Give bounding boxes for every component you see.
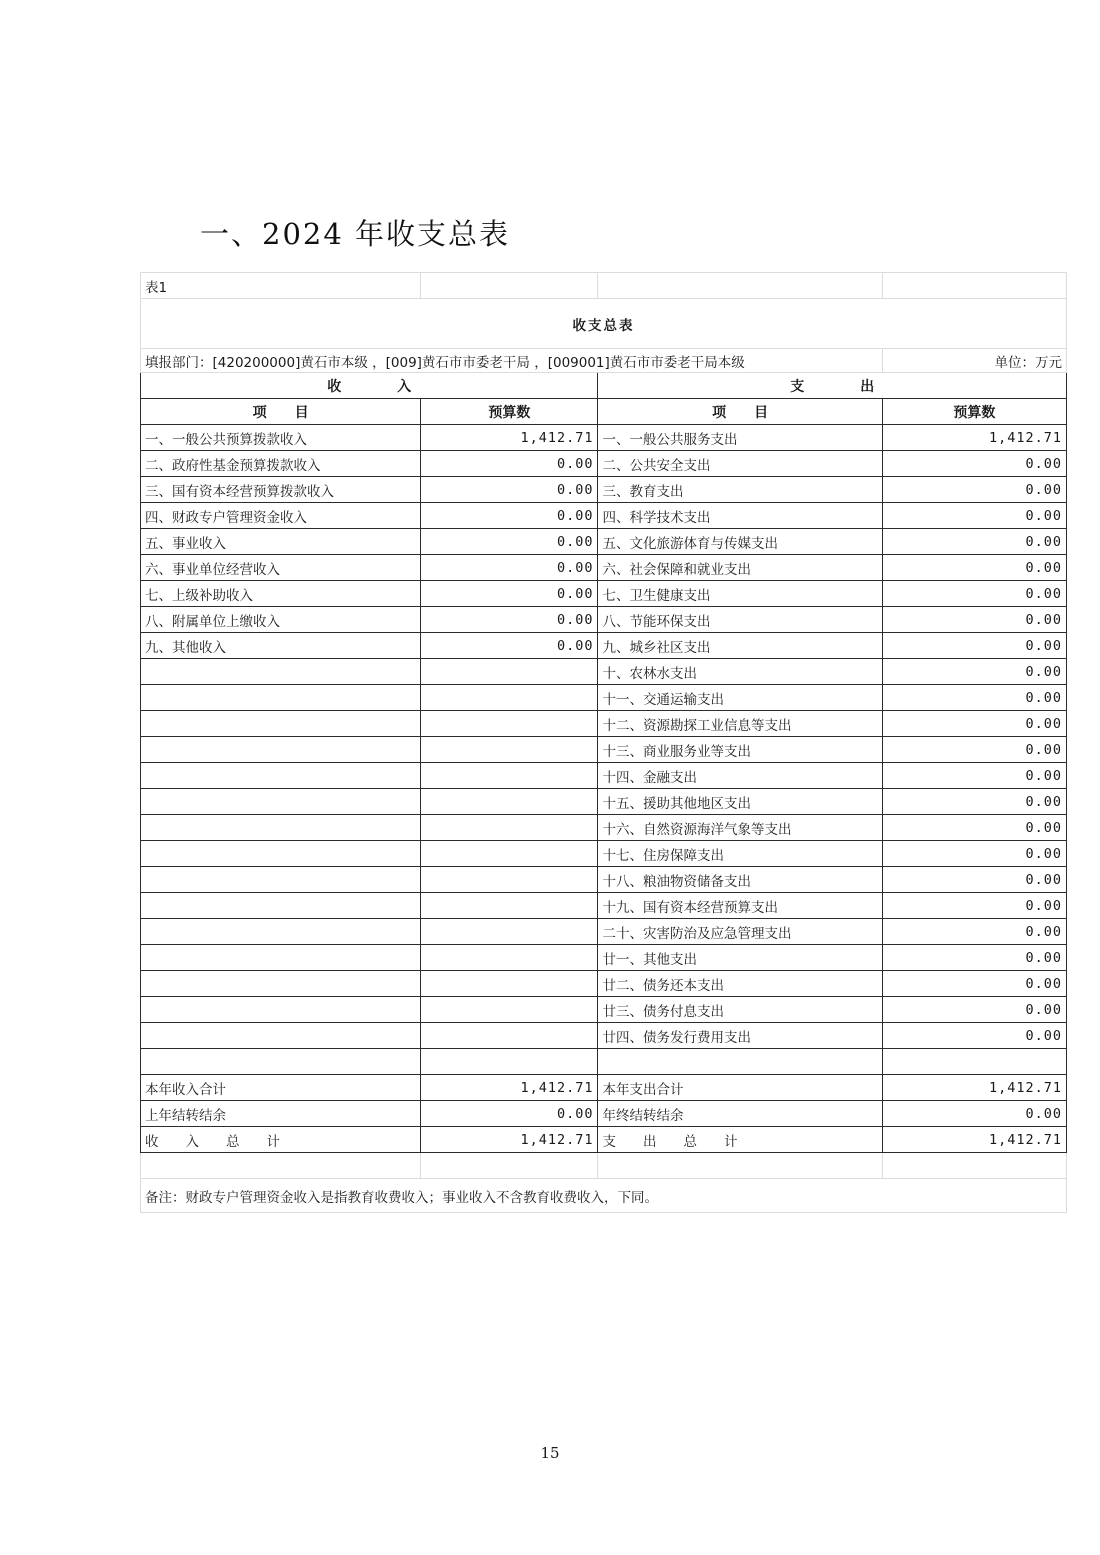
table-row [141, 893, 1067, 919]
income-item-header: 项 目 [141, 399, 421, 425]
expense-header: 支 出 [598, 373, 1067, 399]
income-item [141, 763, 421, 789]
expense-value: 0.00 [882, 815, 1066, 841]
table-row [141, 503, 1067, 529]
expense-item: 四、科学技术支出 [598, 503, 882, 529]
empty-cell [421, 1153, 598, 1179]
expense-item: 廿四、债务发行费用支出 [598, 1023, 882, 1049]
income-item [141, 945, 421, 971]
expense-value: 0.00 [882, 685, 1066, 711]
expense-item: 廿二、债务还本支出 [598, 971, 882, 997]
table-row [141, 763, 1067, 789]
income-value [421, 711, 598, 737]
expense-item: 二、公共安全支出 [598, 451, 882, 477]
expense-item: 三、教育支出 [598, 477, 882, 503]
income-item: 七、上级补助收入 [141, 581, 421, 607]
expense-item: 十、农林水支出 [598, 659, 882, 685]
table-title-row [141, 299, 1067, 349]
income-value [421, 841, 598, 867]
income-value [421, 1023, 598, 1049]
blank-cell [141, 1049, 421, 1075]
income-value [421, 919, 598, 945]
table-row [141, 737, 1067, 763]
table-row [141, 581, 1067, 607]
table-row [141, 425, 1067, 451]
expense-total-label: 支 出 总 计 [598, 1127, 882, 1153]
income-value: 1,412.71 [421, 425, 598, 451]
income-value [421, 945, 598, 971]
expense-item: 十三、商业服务业等支出 [598, 737, 882, 763]
income-value: 0.00 [421, 503, 598, 529]
expense-value: 0.00 [882, 997, 1066, 1023]
expense-value: 0.00 [882, 737, 1066, 763]
expense-value: 0.00 [882, 503, 1066, 529]
column-header-row [141, 399, 1067, 425]
expense-value: 0.00 [882, 1023, 1066, 1049]
income-value [421, 997, 598, 1023]
income-value: 0.00 [421, 555, 598, 581]
table-row [141, 451, 1067, 477]
income-item: 六、事业单位经营收入 [141, 555, 421, 581]
note-text: 备注：财政专户管理资金收入是指教育收费收入；事业收入不含教育收费收入，下同。 [141, 1179, 1067, 1213]
income-total-value: 1,412.71 [421, 1075, 598, 1101]
table-row [141, 867, 1067, 893]
expense-item: 廿一、其他支出 [598, 945, 882, 971]
expense-value: 0.00 [882, 633, 1066, 659]
total-row [141, 1127, 1067, 1153]
income-value [421, 893, 598, 919]
table-row [141, 971, 1067, 997]
income-item [141, 685, 421, 711]
income-value [421, 789, 598, 815]
income-item [141, 789, 421, 815]
expense-total-label: 本年支出合计 [598, 1075, 882, 1101]
income-item [141, 711, 421, 737]
expense-value: 0.00 [882, 581, 1066, 607]
expense-value: 0.00 [882, 919, 1066, 945]
expense-value: 0.00 [882, 763, 1066, 789]
empty-cell [882, 1153, 1066, 1179]
expense-item: 十一、交通运输支出 [598, 685, 882, 711]
table-row [141, 555, 1067, 581]
income-item [141, 841, 421, 867]
table-row [141, 815, 1067, 841]
income-item [141, 815, 421, 841]
expense-item: 十五、援助其他地区支出 [598, 789, 882, 815]
income-value [421, 867, 598, 893]
table-title: 收支总表 [141, 299, 1067, 349]
document-heading: 一、2024 年收支总表 [200, 217, 511, 251]
table-number-row [141, 273, 1067, 299]
income-item [141, 893, 421, 919]
income-total-value: 1,412.71 [421, 1127, 598, 1153]
expense-value: 0.00 [882, 451, 1066, 477]
expense-item: 八、节能环保支出 [598, 607, 882, 633]
income-item: 九、其他收入 [141, 633, 421, 659]
income-item: 四、财政专户管理资金收入 [141, 503, 421, 529]
income-value [421, 659, 598, 685]
expense-value: 0.00 [882, 477, 1066, 503]
page-number: 15 [540, 1444, 560, 1462]
income-value [421, 685, 598, 711]
table-row [141, 711, 1067, 737]
expense-item: 廿三、债务付息支出 [598, 997, 882, 1023]
income-item: 二、政府性基金预算拨款收入 [141, 451, 421, 477]
income-total-label: 收 入 总 计 [141, 1127, 421, 1153]
income-value [421, 737, 598, 763]
expense-value: 0.00 [882, 555, 1066, 581]
table-row [141, 997, 1067, 1023]
income-item [141, 867, 421, 893]
expense-item: 五、文化旅游体育与传媒支出 [598, 529, 882, 555]
table-row [141, 919, 1067, 945]
expense-value: 0.00 [882, 607, 1066, 633]
expense-item: 十二、资源勘探工业信息等支出 [598, 711, 882, 737]
income-item: 八、附属单位上缴收入 [141, 607, 421, 633]
table-row [141, 789, 1067, 815]
dept-info-row [141, 349, 1067, 373]
income-value [421, 971, 598, 997]
expense-value: 0.00 [882, 867, 1066, 893]
income-item: 五、事业收入 [141, 529, 421, 555]
income-header: 收 入 [141, 373, 598, 399]
note-row [141, 1179, 1067, 1213]
expense-value: 0.00 [882, 971, 1066, 997]
blank-cell [421, 1049, 598, 1075]
table-row [141, 477, 1067, 503]
income-value: 0.00 [421, 633, 598, 659]
expense-total-value: 1,412.71 [882, 1075, 1066, 1101]
summary-table [140, 272, 1067, 1213]
income-item [141, 919, 421, 945]
table-row [141, 659, 1067, 685]
expense-item: 十六、自然资源海洋气象等支出 [598, 815, 882, 841]
income-value: 0.00 [421, 477, 598, 503]
income-value: 0.00 [421, 607, 598, 633]
total-row [141, 1075, 1067, 1101]
expense-value: 0.00 [882, 841, 1066, 867]
table-number: 表1 [141, 273, 421, 299]
income-item [141, 971, 421, 997]
expense-item: 六、社会保障和就业支出 [598, 555, 882, 581]
expense-item: 十九、国有资本经营预算支出 [598, 893, 882, 919]
expense-total-value: 1,412.71 [882, 1127, 1066, 1153]
income-total-label: 上年结转结余 [141, 1101, 421, 1127]
expense-budget-header: 预算数 [882, 399, 1066, 425]
income-value: 0.00 [421, 581, 598, 607]
spacer-row [141, 1153, 1067, 1179]
total-row [141, 1101, 1067, 1127]
expense-value: 0.00 [882, 659, 1066, 685]
expense-value: 0.00 [882, 789, 1066, 815]
income-item: 一、一般公共预算拨款收入 [141, 425, 421, 451]
table-row [141, 633, 1067, 659]
expense-item: 九、城乡社区支出 [598, 633, 882, 659]
blank-row [141, 1049, 1067, 1075]
expense-item: 十四、金融支出 [598, 763, 882, 789]
table-row [141, 841, 1067, 867]
blank-cell [598, 1049, 882, 1075]
income-item [141, 1023, 421, 1049]
expense-item: 一、一般公共服务支出 [598, 425, 882, 451]
expense-item: 十七、住房保障支出 [598, 841, 882, 867]
expense-item: 十八、粮油物资储备支出 [598, 867, 882, 893]
budget-sheet [140, 272, 1072, 1213]
section-header-row [141, 373, 1067, 399]
expense-value: 1,412.71 [882, 425, 1066, 451]
income-total-label: 本年收入合计 [141, 1075, 421, 1101]
income-value: 0.00 [421, 529, 598, 555]
income-budget-header: 预算数 [421, 399, 598, 425]
table-row [141, 945, 1067, 971]
unit-label: 单位：万元 [882, 349, 1066, 373]
income-value [421, 815, 598, 841]
income-value [421, 763, 598, 789]
empty-cell [598, 1153, 882, 1179]
income-value: 0.00 [421, 451, 598, 477]
empty-cell [141, 1153, 421, 1179]
expense-item: 七、卫生健康支出 [598, 581, 882, 607]
blank-cell [882, 1049, 1066, 1075]
expense-total-label: 年终结转结余 [598, 1101, 882, 1127]
income-item [141, 997, 421, 1023]
expense-value: 0.00 [882, 945, 1066, 971]
income-total-value: 0.00 [421, 1101, 598, 1127]
expense-value: 0.00 [882, 893, 1066, 919]
table-row [141, 607, 1067, 633]
expense-value: 0.00 [882, 529, 1066, 555]
table-row [141, 529, 1067, 555]
table-row [141, 1023, 1067, 1049]
expense-item: 二十、灾害防治及应急管理支出 [598, 919, 882, 945]
income-item [141, 659, 421, 685]
expense-item-header: 项 目 [598, 399, 882, 425]
income-item [141, 737, 421, 763]
income-item: 三、国有资本经营预算拨款收入 [141, 477, 421, 503]
expense-total-value: 0.00 [882, 1101, 1066, 1127]
table-row [141, 685, 1067, 711]
dept-label: 填报部门：[420200000]黄石市本级 ，[009]黄石市市委老干局 ，[009001]黄石市市委老干局本级 [141, 349, 883, 373]
expense-value: 0.00 [882, 711, 1066, 737]
